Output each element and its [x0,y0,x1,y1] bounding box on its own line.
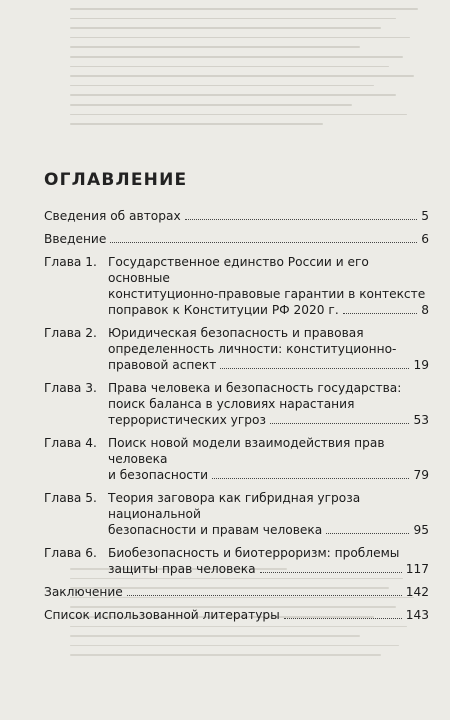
page-number: 142 [405,585,429,599]
toc-entry [44,545,429,577]
toc-entry-title: защиты прав человека [108,562,256,576]
toc-entry-title: Сведения об авторах [44,209,181,223]
toc-entry-last-line [44,607,429,623]
dot-leader [270,423,410,424]
chapter-number: Глава 3. [44,381,97,395]
toc-list [44,208,429,623]
toc-entry [44,231,429,247]
chapter-number: Глава 1. [44,255,97,269]
chapter-number: Глава 6. [44,546,97,560]
toc-entry-body [108,435,429,483]
page-number: 6 [421,232,429,246]
toc-entry-last-line [44,208,429,224]
toc-entry-title: поправок к Конституции РФ 2020 г. [108,303,339,317]
chapter-number: Глава 4. [44,436,97,450]
page-title: ОГЛАВЛЕНИЕ [44,170,188,190]
toc-entry-last-line [108,357,429,373]
page-number: 79 [413,468,429,482]
toc-entry-last-line [108,302,429,318]
page-number: 53 [413,413,429,427]
toc-entry-title: Введение [44,232,107,246]
toc-entry-body [44,607,429,623]
toc-entry-line: Государственное единство России и его основные [108,255,369,285]
toc-entry-last-line [44,231,429,247]
page-number: 95 [413,523,429,537]
toc-entry-body [44,208,429,224]
toc-entry-body [44,231,429,247]
chapter-number: Глава 5. [44,491,97,505]
toc-entry-line: определенность личности: конституционно- [108,342,397,356]
page-number: 5 [421,209,429,223]
dot-leader [185,219,418,220]
toc-entry [44,380,429,428]
toc-entry-title: безопасности и правам человека [108,523,323,537]
toc-entry-line: конституционно-правовые гарантии в контексте [108,287,426,301]
toc-entry-line: Поиск новой модели взаимодействия прав человека [108,436,385,466]
page-number: 117 [405,562,429,576]
toc-entry-last-line [108,467,429,483]
page-number: 8 [421,303,429,317]
toc-entry-body [44,584,429,600]
toc-entry-title: правовой аспект [108,358,217,372]
toc-entry-last-line [44,584,429,600]
toc-entry-title: Список использованной литературы [44,608,280,622]
chapter-number: Глава 2. [44,326,97,340]
toc-entry-last-line [108,412,429,428]
toc-entry-last-line [108,561,429,577]
dot-leader [284,618,402,619]
toc-entry-line: Юридическая безопасность и правовая [108,326,364,340]
toc-entry [44,254,429,318]
toc-entry-title: Заключение [44,585,123,599]
dot-leader [110,242,417,243]
toc-entry-body [108,545,429,577]
toc-entry [44,325,429,373]
dot-leader [127,595,402,596]
toc-entry-body [108,254,429,318]
toc-entry [44,435,429,483]
toc-entry-last-line [108,522,429,538]
table-of-contents [44,170,429,630]
bleed-through-top [70,0,432,160]
dot-leader [260,572,402,573]
dot-leader [343,313,418,314]
toc-entry-line: Теория заговора как гибридная угроза национальной [108,491,361,521]
toc-entry-title: террористических угроз [108,413,266,427]
toc-entry-line: поиск баланса в условиях нарастания [108,397,355,411]
dot-leader [220,368,409,369]
dot-leader [212,478,409,479]
page-number: 19 [413,358,429,372]
dot-leader [326,533,409,534]
toc-entry-body [108,380,429,428]
toc-entry [44,584,429,600]
page-number: 143 [405,608,429,622]
toc-entry [44,607,429,623]
toc-entry-line: Биобезопасность и биотерроризм: проблемы [108,546,400,560]
toc-entry-body [108,490,429,538]
toc-entry-title: и безопасности [108,468,209,482]
toc-entry [44,208,429,224]
toc-entry-line: Права человека и безопасность государства: [108,381,402,395]
toc-entry [44,490,429,538]
toc-entry-body [108,325,429,373]
